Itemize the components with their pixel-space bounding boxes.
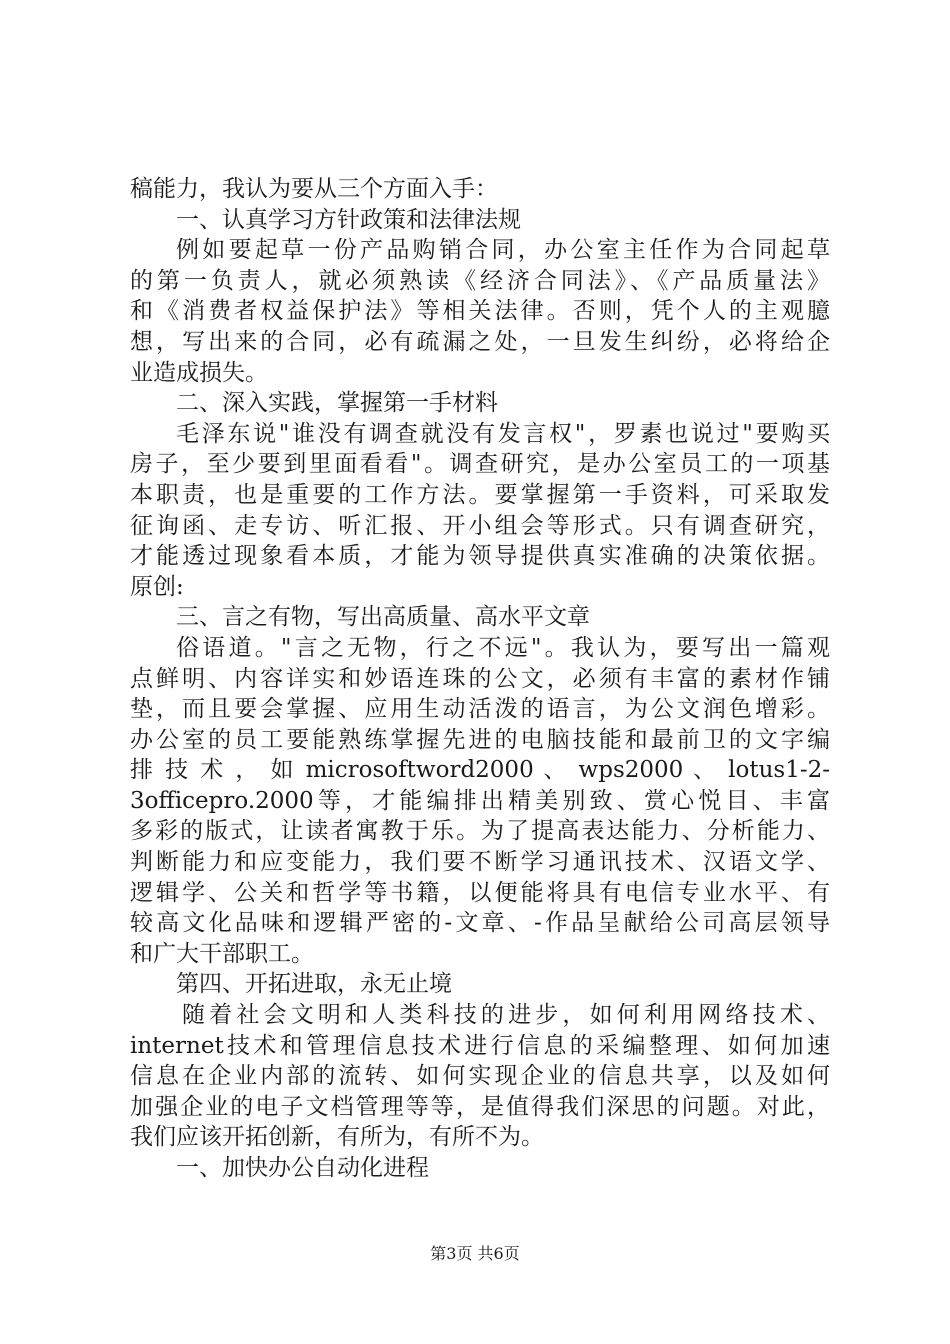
page-number-footer: 第3页 共6页	[430, 1244, 520, 1263]
body-text-line: 例如要起草一份产品购销合同，办公室主任作为合同起草	[176, 237, 830, 264]
body-text-line: 原创:	[130, 573, 184, 600]
body-text-line: 本职责，也是重要的工作方法。要掌握第一手资料，可采取发	[130, 481, 830, 508]
body-text-line: 才能透过现象看本质，才能为领导提供真实准确的决策依据。	[130, 543, 830, 570]
body-text-line: 多彩的版式，让读者寓教于乐。为了提高表达能力、分析能力、	[130, 818, 830, 845]
section-heading-practice: 二、深入实践，掌握第一手材料	[176, 390, 498, 417]
body-text-line: 毛泽东说"谁没有调查就没有发言权"，罗素也说过"要购买	[176, 420, 830, 447]
body-text-line: 加强企业的电子文档管理等等，是值得我们深思的问题。对此，	[130, 1093, 830, 1120]
body-text-line: 俗语道。"言之无物，行之不远"。我认为，要写出一篇观	[176, 634, 830, 661]
section-heading-pioneering: 第四、开拓进取，永无止境	[176, 971, 452, 998]
section-heading-study-policy: 一、认真学习方针政策和法律法规	[176, 206, 521, 233]
body-text-line: 随着社会文明和人类科技的进步，如何利用网络技术、	[182, 1002, 830, 1029]
body-text-line: 征询函、走专访、听汇报、开小组会等形式。只有调查研究，	[130, 512, 830, 539]
body-text-line: 较高文化品味和逻辑严密的-文章、-作品呈献给公司高层领导	[130, 910, 830, 937]
body-text-line: 垫，而且要会掌握、应用生动活泼的语言，为公文润色增彩。	[130, 696, 830, 723]
body-text-line: 业造成损失。	[130, 359, 268, 386]
section-heading-office-automation: 一、加快办公自动化进程	[176, 1155, 429, 1181]
body-text-line: 和广大干部职工。	[130, 940, 314, 967]
body-text-line: 想，写出来的合同，必有疏漏之处，一旦发生纠纷，必将给企	[130, 328, 830, 355]
section-heading-quality-writing: 三、言之有物，写出高质量、高水平文章	[176, 604, 590, 631]
body-text-line: 我们应该开拓创新，有所为，有所不为。	[130, 1124, 544, 1151]
body-text-line: 逻辑学、公关和哲学等书籍，以便能将具有电信专业水平、有	[130, 879, 830, 906]
body-text-line: 稿能力，我认为要从三个方面入手：	[130, 176, 498, 202]
body-text-line: 判断能力和应变能力，我们要不断学习通讯技术、汉语文学、	[130, 849, 830, 876]
body-text-line: 信息在企业内部的流转、如何实现企业的信息共享，以及如何	[130, 1063, 830, 1090]
body-text-line: internet技术和管理信息技术进行信息的采编整理、如何加速	[130, 1032, 830, 1059]
body-text-line: 点鲜明、内容详实和妙语连珠的公文，必须有丰富的素材作铺	[130, 665, 830, 692]
body-text-line: 3officepro.2000等，才能编排出精美别致、赏心悦目、丰富	[130, 787, 830, 814]
body-text-line: 排 技 术 ， 如 microsoftword2000 、 wps2000 、 lotus1-2-	[130, 757, 830, 784]
body-text-line: 办公室的员工要能熟练掌握先进的电脑技能和最前卫的文字编	[130, 726, 830, 753]
document-body	[130, 174, 830, 1184]
body-text-line: 房子，至少要到里面看看"。调查研究，是办公室员工的一项基	[130, 451, 830, 478]
body-text-line: 的第一负责人，就必须熟读《经济合同法》、《产品质量法》	[130, 267, 830, 294]
body-text-line: 和《消费者权益保护法》等相关法律。否则，凭个人的主观臆	[130, 298, 830, 325]
